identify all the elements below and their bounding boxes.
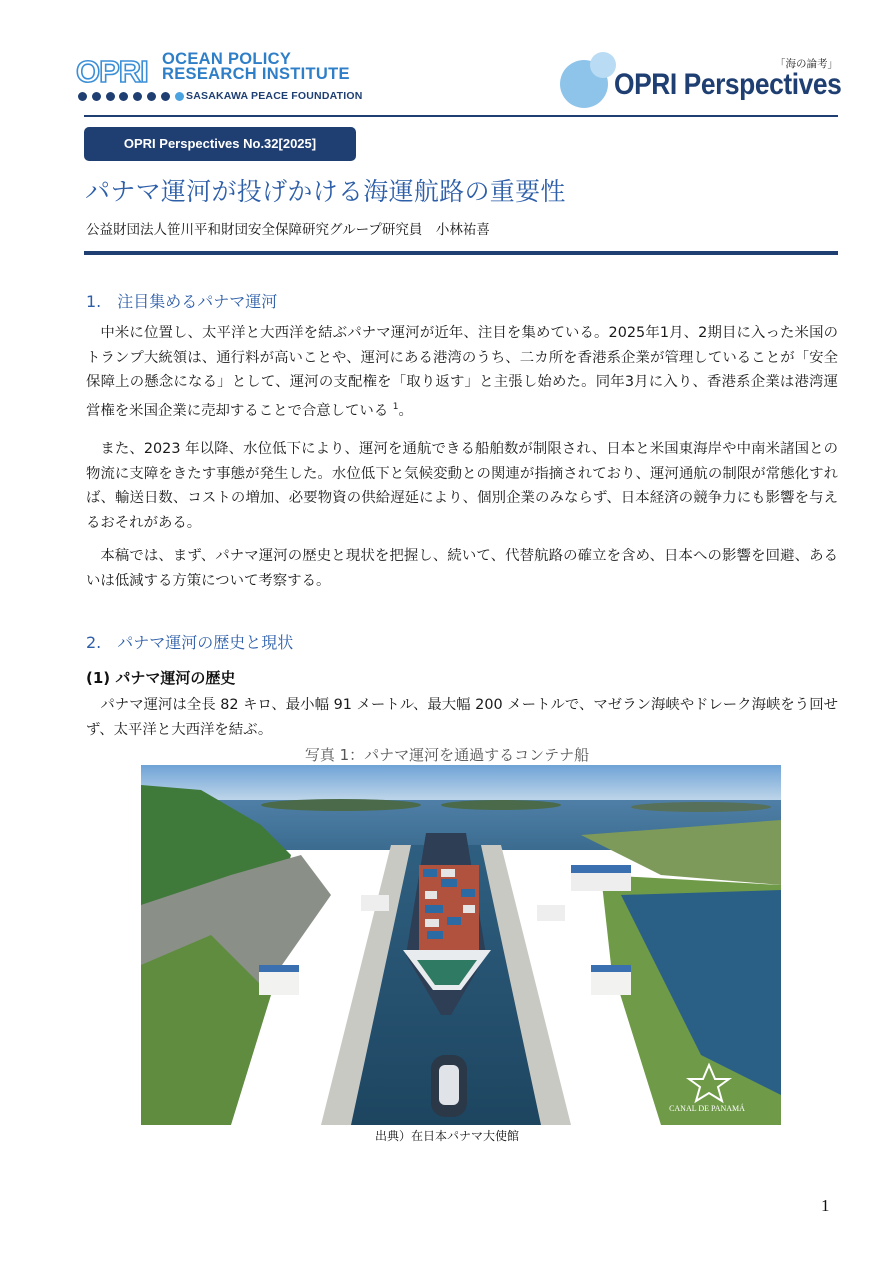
photo-source: 出典）在日本パナマ大使館 [374,1129,519,1143]
page-title: パナマ運河が投げかける海運航路の重要性 [85,177,566,206]
opri-logo-mark: OPRI [76,54,148,89]
page-number: 1 [821,1196,830,1215]
subsection-heading: (1) パナマ運河の歴史 [86,669,236,687]
paragraph: 本稿では、まず、パナマ運河の歴史と現状を把握し、続いて、代替航路の確立を含め、日本への影響を回避、あるいは低減する方策について考察する。 [86,548,838,589]
paragraph: 中米に位置し、太平洋と大西洋を結ぶパナマ運河が近年、注目を集めている。2025年1月、2期目に入った米国のトランプ大統領は、通行料が高いことや、運河にある港湾のうち、二カ所を香港系企業が管理していることが「安全保障上の懸念になる」として、運河の支配権を「取り返す」と主張し始めた。同年3月に入り、香港系企業は港湾運営権を米国企業に売却することで合意している $^1$。 [86,325,838,419]
paragraph: また、2023 年以降、水位低下により、運河を通航できる船舶数が制限され、日本と米国東海岸や中南米諸国との物流に支障をきたす事態が発生した。水位低下と気候変動との関連が指摘されており、運河通航の制限が常態化すれば、輸送日数、コストの増加、必要物資の供給遅延により、個別企業のみならず、日本経済の競争力にも影響を与えるおそれがある。 [86,441,838,531]
canal-watermark: CANAL DE PANAMÁ [669,1104,745,1113]
series-tag: 「海の論考」 [775,58,838,70]
canal-photo [141,765,781,1125]
section-heading-1: 1. 注目集めるパナマ運河 [86,292,278,311]
parent-org-name: SASAKAWA PEACE FOUNDATION [186,90,363,102]
section-heading-2: 2. パナマ運河の歴史と現状 [86,633,294,652]
series-title: OPRI Perspectives [614,68,842,101]
header-divider [84,115,838,117]
author-line: 公益財団法人笹川平和財団安全保障研究グループ研究員 小林祐喜 [86,222,490,238]
footnote-mark[interactable]: 1 [392,401,399,412]
bubble-small-icon [590,52,616,78]
perspectives-logo [560,50,850,110]
logo-dots [78,92,184,101]
opri-org-name: OCEAN POLICY RESEARCH INSTITUTE [162,50,350,83]
issue-badge: OPRI Perspectives No.32[2025] [84,127,356,161]
figure-caption: 写真 1：パナマ運河を通過するコンテナ船 [304,746,590,764]
opri-logo [76,52,386,104]
title-divider [84,251,838,255]
paragraph: パナマ運河は全長 82 キロ、最小幅 91 メートル、最大幅 200 メートルで、マゼラン海峡やドレーク海峡をう回せず、太平洋と大西洋を結ぶ。 [86,697,838,738]
